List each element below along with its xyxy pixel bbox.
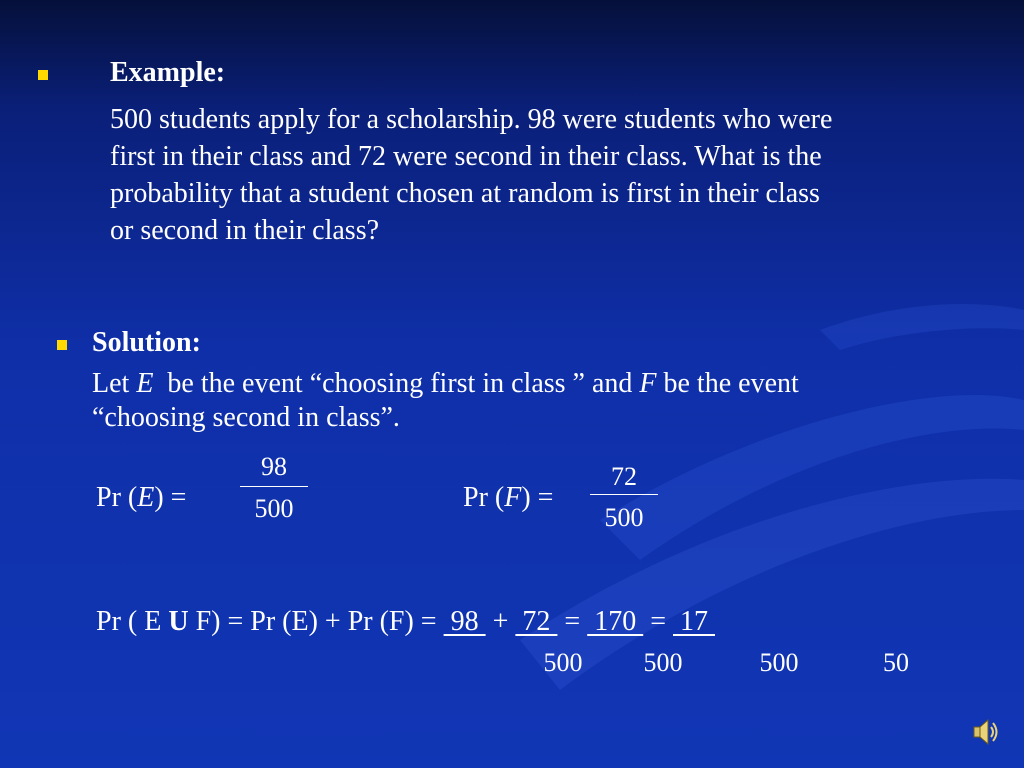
example-heading: Example: <box>110 57 226 88</box>
example-line: 500 students apply for a scholarship. 98 were students who were <box>110 104 833 135</box>
pr-e-numerator: 98 <box>261 452 287 481</box>
solution-bullet-icon <box>57 340 67 350</box>
solution-paragraph <box>92 367 799 435</box>
union-text: F) = Pr (E) + Pr (F) = <box>188 606 444 637</box>
solution-text: be the event <box>656 368 799 399</box>
numerator-3: 170 <box>587 606 644 637</box>
equals-sign: = <box>557 606 588 637</box>
pr-e-denominator: 500 <box>254 494 294 523</box>
solution-heading: Solution: <box>92 327 201 358</box>
numerator-4: 17 <box>673 606 715 637</box>
plus-sign: + <box>485 606 516 637</box>
example-bullet-icon <box>38 70 48 80</box>
union-symbol: U <box>168 606 189 637</box>
event-e-symbol: E <box>136 368 154 399</box>
pr-f-denominator: 500 <box>604 503 644 532</box>
example-paragraph <box>110 101 832 249</box>
example-line: probability that a student chosen at random is first in their class <box>110 178 820 209</box>
solution-line-2: “choosing second in class”. <box>92 402 400 433</box>
pr-e-label: Pr (E) = <box>96 482 187 513</box>
solution-text: be the event “choosing first in class ” and <box>153 368 640 399</box>
union-text: Pr ( E <box>96 606 169 637</box>
denominator-1: 500 <box>543 648 583 677</box>
numerator-1: 98 <box>443 606 486 637</box>
speaker-icon[interactable] <box>972 716 1000 748</box>
pr-f-numerator: 72 <box>611 462 637 491</box>
denominator-4: 50 <box>883 648 909 677</box>
pr-f-fraction-bar <box>590 494 658 495</box>
solution-line-1 <box>92 367 799 401</box>
equals-sign: = <box>643 606 673 637</box>
union-equation <box>96 606 715 638</box>
numerator-2: 72 <box>515 606 558 637</box>
example-line: or second in their class? <box>110 215 380 246</box>
solution-text: Let <box>92 368 137 399</box>
denominator-2: 500 <box>643 648 683 677</box>
denominator-3: 500 <box>759 648 799 677</box>
pr-e-fraction-bar <box>240 486 308 487</box>
pr-f-label: Pr (F) = <box>463 482 554 513</box>
example-line: first in their class and 72 were second in their class. What is the <box>110 141 822 172</box>
event-f-symbol: F <box>639 368 657 399</box>
